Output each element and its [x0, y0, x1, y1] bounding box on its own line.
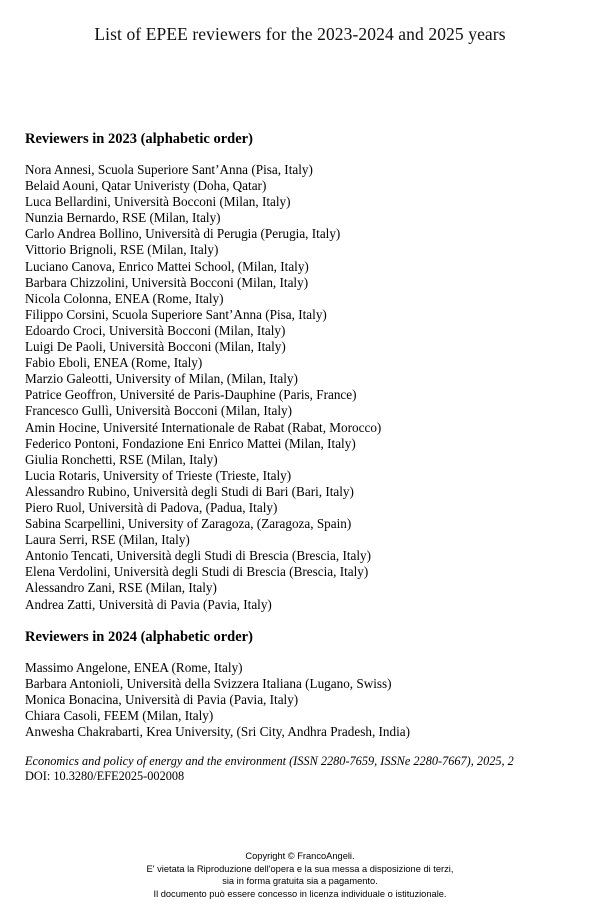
list-item: Nunzia Bernardo, RSE (Milan, Italy): [25, 210, 221, 226]
journal-footer: [24, 754, 576, 784]
list-item: Filippo Corsini, Scuola Superiore Sant’Anna (Pisa, Italy): [25, 306, 327, 322]
list-item: Luigi De Paoli, Università Bocconi (Milan, Italy): [25, 339, 286, 355]
list-item: Massimo Angelone, ENEA (Rome, Italy): [25, 659, 243, 675]
list-item: Anwesha Chakrabarti, Krea University, (Sri City, Andhra Pradesh, India): [25, 724, 411, 739]
journal-citation: Economics and policy of energy and the environment (ISSN 2280-7659, ISSNe 2280-7667), 2025, 2: [25, 754, 514, 769]
copyright-line-2: E' vietata la Riproduzione dell'opera e la sua messa a disposizione di terzi,: [146, 863, 454, 874]
list-item: Luciano Canova, Enrico Mattei School, (Milan, Italy): [25, 258, 309, 274]
section-heading-2023: Reviewers in 2023 (alphabetic order): [25, 131, 253, 147]
list-item: Piero Ruol, Università di Padova, (Padua, Italy): [25, 499, 278, 515]
list-item: Nora Annesi, Scuola Superiore Sant’Anna (Pisa, Italy): [25, 162, 313, 177]
document-page: [0, 24, 600, 914]
list-item: Federico Pontoni, Fondazione Eni Enrico Mattei (Milan, Italy): [25, 435, 356, 451]
copyright-line-4: Il documento può essere concesso in licenza individuale o istituzionale.: [153, 888, 447, 899]
list-item: Marzio Galeotti, University of Milan, (Milan, Italy): [25, 371, 298, 387]
list-item: Fabio Eboli, ENEA (Rome, Italy): [25, 355, 203, 371]
list-item: Alessandro Rubino, Università degli Studi di Bari (Bari, Italy): [25, 483, 354, 499]
list-item: Alessandro Zani, RSE (Milan, Italy): [25, 580, 217, 596]
copyright-line-3: sia in forma gratuita sia a pagamento.: [222, 876, 378, 887]
copyright-notice: [0, 850, 600, 900]
list-item: Elena Verdolini, Università degli Studi di Brescia (Brescia, Italy): [25, 564, 369, 580]
page-title: List of EPEE reviewers for the 2023-2024 and 2025 years: [94, 24, 506, 44]
list-item: Amin Hocine, Université Internationale de Rabat (Rabat, Morocco): [25, 419, 382, 435]
list-item: Giulia Ronchetti, RSE (Milan, Italy): [25, 451, 218, 467]
list-item: Carlo Andrea Bollino, Università di Perugia (Perugia, Italy): [25, 226, 341, 242]
list-item: Andrea Zatti, Università di Pavia (Pavia, Italy): [25, 596, 272, 612]
list-item: Nicola Colonna, ENEA (Rome, Italy): [25, 290, 224, 306]
list-item: Sabina Scarpellini, University of Zaragoza, (Zaragoza, Spain): [25, 516, 352, 532]
list-item: Laura Serri, RSE (Milan, Italy): [25, 532, 190, 548]
list-item: Chiara Casoli, FEEM (Milan, Italy): [25, 707, 214, 723]
reviewer-list-2023: [24, 162, 576, 613]
section-heading-2024: Reviewers in 2024 (alphabetic order): [25, 628, 253, 645]
title-spacer: [24, 45, 576, 131]
list-item: Barbara Chizzolini, Università Bocconi (Milan, Italy): [25, 274, 309, 290]
copyright-line-1: Copyright © FrancoAngeli.: [245, 851, 355, 862]
list-item: Patrice Geoffron, Université de Paris-Dauphine (Paris, France): [25, 387, 357, 403]
list-item: Edoardo Croci, Università Bocconi (Milan, Italy): [25, 322, 286, 338]
list-item: Luca Bellardini, Università Bocconi (Milan, Italy): [25, 194, 291, 210]
doi-line: DOI: 10.3280/EFE2025-002008: [25, 769, 185, 784]
reviewer-list-2024: [24, 660, 576, 740]
list-item: Francesco Gullì, Università Bocconi (Milan, Italy): [25, 403, 292, 419]
list-item: Monica Bonacina, Università di Pavia (Pavia, Italy): [25, 691, 299, 707]
list-item: Belaid Aouni, Qatar Univeristy (Doha, Qatar): [25, 178, 267, 194]
list-item: Vittorio Brignoli, RSE (Milan, Italy): [25, 242, 219, 258]
list-item: Lucia Rotaris, University of Trieste (Trieste, Italy): [25, 467, 292, 483]
list-item: Antonio Tencati, Università degli Studi di Brescia (Brescia, Italy): [25, 548, 372, 564]
list-item: Barbara Antonioli, Università della Svizzera Italiana (Lugano, Swiss): [25, 675, 392, 691]
